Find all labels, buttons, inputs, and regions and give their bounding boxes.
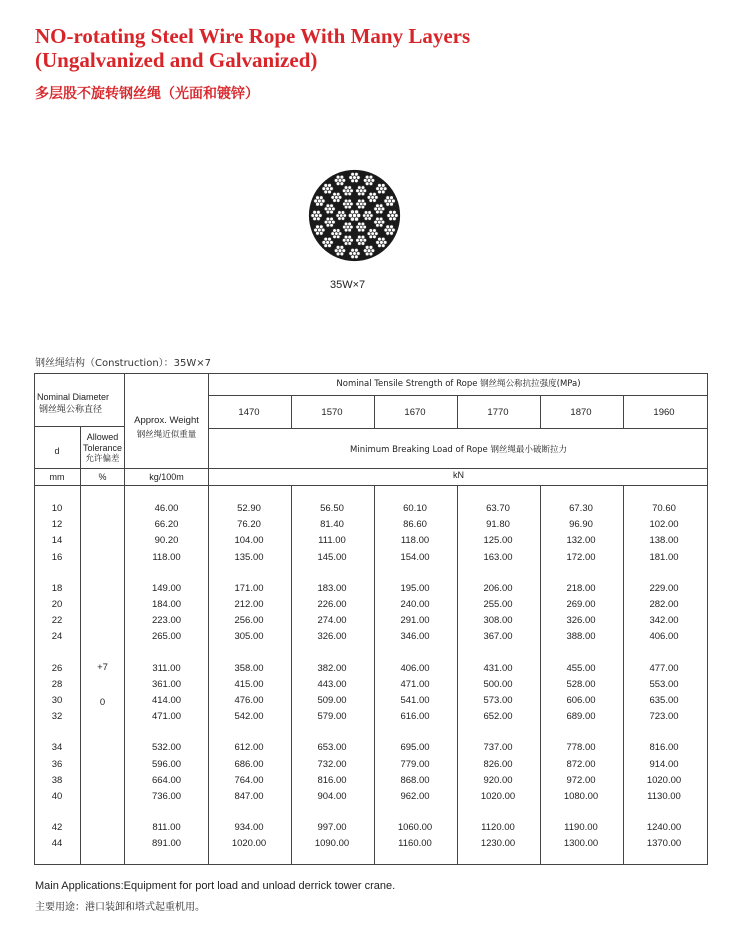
breaking-load-cell: 476.00 <box>234 695 264 706</box>
breaking-load-cell: 1060.00 <box>397 822 433 834</box>
breaking-load-cell: 920.00 <box>483 774 513 786</box>
header-nominal-diameter: Nominal Diameter <box>37 392 110 402</box>
header-d: d <box>54 446 60 456</box>
diameter-cell: 10 <box>51 503 63 514</box>
breaking-load-cell: 1080.00 <box>563 791 599 802</box>
weight-cell: 414.00 <box>151 695 182 706</box>
diameter-cell: 12 <box>51 519 63 531</box>
weight-cell: 311.00 <box>152 662 181 674</box>
breaking-load-cell: 826.00 <box>483 758 513 770</box>
diameter-cell: 16 <box>51 551 63 563</box>
breaking-load-cell: 96.90 <box>569 519 593 531</box>
breaking-load-cell: 431.00 <box>483 662 513 674</box>
breaking-load-cell: 1240.00 <box>646 822 682 834</box>
breaking-load-cell: 455.00 <box>566 662 596 674</box>
breaking-load-cell: 1090.00 <box>314 838 350 850</box>
breaking-load-cell: 1020.00 <box>480 791 516 802</box>
breaking-load-cell: 1300.00 <box>563 838 599 850</box>
weight-cell: 46.00 <box>154 503 179 514</box>
breaking-load-cell: 872.00 <box>566 758 596 770</box>
breaking-load-cell: 778.00 <box>566 742 596 754</box>
specification-table <box>34 373 708 865</box>
diameter-cell: 22 <box>51 615 63 627</box>
breaking-load-cell: 102.00 <box>649 519 679 531</box>
breaking-load-cell: 111.00 <box>318 535 346 547</box>
breaking-load-cell: 67.30 <box>569 503 593 514</box>
weight-cell: 811.00 <box>152 822 181 834</box>
breaking-load-cell: 612.00 <box>234 742 264 754</box>
breaking-load-cell: 56.50 <box>320 503 344 514</box>
breaking-load-cell: 154.00 <box>400 551 430 563</box>
breaking-load-cell: 471.00 <box>400 678 430 690</box>
diameter-cell: 38 <box>51 774 63 786</box>
strength-header: 1470 <box>238 407 260 418</box>
breaking-load-cell: 91.80 <box>486 519 510 531</box>
breaking-load-cell: 997.00 <box>317 822 347 834</box>
breaking-load-cell: 382.00 <box>317 662 347 674</box>
breaking-load-cell: 972.00 <box>566 774 596 786</box>
breaking-load-cell: 240.00 <box>400 599 430 610</box>
breaking-load-cell: 104.00 <box>234 535 264 547</box>
breaking-load-cell: 218.00 <box>566 582 596 594</box>
diameter-cell: 30 <box>51 695 63 706</box>
breaking-load-cell: 779.00 <box>400 758 430 770</box>
diameter-cell: 32 <box>51 711 63 723</box>
diameter-cell: 14 <box>51 535 63 547</box>
wire-rope-cross-section-image <box>307 168 402 263</box>
breaking-load-cell: 81.40 <box>320 519 344 531</box>
strength-header: 1570 <box>321 407 343 418</box>
breaking-load-cell: 138.00 <box>649 535 679 547</box>
breaking-load-cell: 195.00 <box>400 582 430 594</box>
weight-cell: 118.00 <box>152 551 181 563</box>
diameter-cell: 20 <box>51 599 63 610</box>
weight-cell: 532.00 <box>151 742 182 754</box>
diameter-cell: 42 <box>51 822 63 834</box>
breaking-load-cell: 847.00 <box>234 791 264 802</box>
breaking-load-cell: 868.00 <box>400 774 430 786</box>
breaking-load-cell: 695.00 <box>400 742 430 754</box>
figure-caption: 35W×7 <box>330 279 366 291</box>
breaking-load-cell: 737.00 <box>483 742 513 754</box>
breaking-load-cell: 635.00 <box>649 695 679 706</box>
weight-cell: 596.00 <box>151 758 182 770</box>
breaking-load-cell: 934.00 <box>234 822 264 834</box>
breaking-load-cell: 689.00 <box>566 711 596 723</box>
breaking-load-cell: 326.00 <box>317 631 347 643</box>
breaking-load-cell: 282.00 <box>649 599 679 610</box>
breaking-load-cell: 70.60 <box>652 503 676 514</box>
breaking-load-cell: 291.00 <box>400 615 430 627</box>
breaking-load-cell: 269.00 <box>566 599 596 610</box>
breaking-load-cell: 181.00 <box>649 551 679 563</box>
header-nominal-diameter-cn: 钢丝绳公称直径 <box>39 405 103 415</box>
breaking-load-cell: 723.00 <box>649 711 679 723</box>
breaking-load-cell: 274.00 <box>317 615 347 627</box>
breaking-load-cell: 132.00 <box>566 535 596 547</box>
breaking-load-cell: 1370.00 <box>646 838 682 850</box>
header-tensile-strength: Nominal Tensile Strength of Rope 钢丝绳公称抗拉强度(MPa) <box>336 379 581 389</box>
breaking-load-cell: 541.00 <box>400 695 430 706</box>
unit-mm: mm <box>49 472 65 482</box>
weight-cell: 361.00 <box>151 678 182 690</box>
header-allowed-tolerance: Allowed Tolerance <box>82 432 123 453</box>
title-line-1: NO-rotating Steel Wire Rope With Many Layers <box>35 24 471 48</box>
breaking-load-cell: 816.00 <box>317 774 347 786</box>
title-line-2: (Ungalvanized and Galvanized) <box>35 48 318 72</box>
construction-label: 钢丝绳结构（Construction）：35W×7 <box>35 358 212 369</box>
breaking-load-cell: 606.00 <box>566 695 596 706</box>
header-allowed-tolerance-cn: 允许偏差 <box>85 454 120 464</box>
breaking-load-cell: 367.00 <box>483 631 513 643</box>
breaking-load-cell: 542.00 <box>234 711 264 723</box>
strength-header: 1960 <box>653 407 675 418</box>
breaking-load-cell: 1020.00 <box>231 838 267 850</box>
breaking-load-cell: 118.00 <box>400 535 430 547</box>
breaking-load-cell: 509.00 <box>317 695 347 706</box>
breaking-load-cell: 1130.00 <box>647 791 681 802</box>
breaking-load-cell: 212.00 <box>234 599 264 610</box>
diameter-cell: 40 <box>51 791 63 802</box>
breaking-load-cell: 415.00 <box>234 678 264 690</box>
diameter-cell: 18 <box>51 582 63 594</box>
header-breaking-load: Minimum Breaking Load of Rope 钢丝绳最小破断拉力 <box>350 445 567 455</box>
breaking-load-cell: 388.00 <box>566 631 596 643</box>
weight-cell: 90.20 <box>154 535 179 547</box>
weight-cell: 265.00 <box>151 631 182 643</box>
unit-kn: kN <box>453 470 464 480</box>
breaking-load-cell: 443.00 <box>317 678 347 690</box>
breaking-load-cell: 573.00 <box>483 695 513 706</box>
breaking-load-cell: 305.00 <box>234 631 264 643</box>
weight-cell: 736.00 <box>151 791 182 802</box>
breaking-load-cell: 500.00 <box>483 678 513 690</box>
breaking-load-cell: 206.00 <box>483 582 513 594</box>
breaking-load-cell: 1230.00 <box>480 838 516 850</box>
unit-percent: % <box>98 472 107 482</box>
breaking-load-cell: 904.00 <box>317 791 347 802</box>
title-chinese: 多层股不旋转钢丝绳（光面和镀锌） <box>35 86 259 102</box>
breaking-load-cell: 962.00 <box>400 791 430 802</box>
breaking-load-cell: 255.00 <box>483 599 513 610</box>
breaking-load-cell: 145.00 <box>317 551 347 563</box>
breaking-load-cell: 358.00 <box>234 662 264 674</box>
breaking-load-cell: 135.00 <box>234 551 264 563</box>
breaking-load-cell: 1020.00 <box>646 774 682 786</box>
breaking-load-cell: 406.00 <box>400 662 430 674</box>
breaking-load-cell: 732.00 <box>317 758 347 770</box>
breaking-load-cell: 256.00 <box>234 615 264 627</box>
strength-header: 1870 <box>570 407 592 418</box>
breaking-load-cell: 60.10 <box>403 503 427 514</box>
breaking-load-cell: 346.00 <box>400 631 430 643</box>
breaking-load-cell: 1120.00 <box>481 822 515 834</box>
weight-cell: 184.00 <box>151 599 182 610</box>
unit-weight: kg/100m <box>149 472 184 482</box>
breaking-load-cell: 52.90 <box>237 503 261 514</box>
breaking-load-cell: 686.00 <box>234 758 264 770</box>
breaking-load-cell: 171.00 <box>234 582 264 594</box>
breaking-load-cell: 172.00 <box>566 551 596 563</box>
breaking-load-cell: 528.00 <box>566 678 596 690</box>
tolerance-plus: +7 <box>97 662 108 673</box>
diameter-cell: 44 <box>51 838 63 850</box>
breaking-load-cell: 76.20 <box>237 519 261 531</box>
diameter-cell: 36 <box>51 758 63 770</box>
weight-cell: 891.00 <box>151 838 182 850</box>
breaking-load-cell: 579.00 <box>317 711 347 723</box>
diameter-cell: 26 <box>51 662 63 674</box>
breaking-load-cell: 553.00 <box>649 678 679 690</box>
breaking-load-cell: 406.00 <box>649 631 679 643</box>
diameter-cell: 24 <box>51 631 63 643</box>
weight-cell: 149.00 <box>151 582 182 594</box>
weight-cell: 223.00 <box>151 615 182 627</box>
breaking-load-cell: 226.00 <box>317 599 347 610</box>
breaking-load-cell: 342.00 <box>649 615 679 627</box>
weight-cell: 471.00 <box>151 711 182 723</box>
breaking-load-cell: 63.70 <box>486 503 510 514</box>
breaking-load-cell: 914.00 <box>649 758 679 770</box>
strength-header: 1670 <box>404 407 426 418</box>
breaking-load-cell: 1160.00 <box>398 838 432 850</box>
weight-cell: 66.20 <box>154 519 179 531</box>
breaking-load-cell: 163.00 <box>483 551 513 563</box>
header-approx-weight: Approx. Weight <box>134 415 199 426</box>
breaking-load-cell: 652.00 <box>483 711 513 723</box>
main-applications-en: Main Applications:Equipment for port load and unload derrick tower crane. <box>35 880 396 892</box>
breaking-load-cell: 229.00 <box>649 582 679 594</box>
diameter-cell: 28 <box>51 678 63 690</box>
breaking-load-cell: 308.00 <box>483 615 513 627</box>
strength-header: 1770 <box>487 407 509 418</box>
header-approx-weight-cn: 钢丝绳近似重量 <box>136 430 197 440</box>
breaking-load-cell: 183.00 <box>317 582 347 594</box>
breaking-load-cell: 653.00 <box>317 742 347 754</box>
breaking-load-cell: 125.00 <box>483 535 513 547</box>
breaking-load-cell: 1190.00 <box>564 822 598 834</box>
tolerance-zero: 0 <box>99 697 106 708</box>
main-applications-cn: 主要用途：港口装卸和塔式起重机用。 <box>35 902 205 913</box>
breaking-load-cell: 477.00 <box>649 662 679 674</box>
weight-cell: 664.00 <box>151 774 182 786</box>
breaking-load-cell: 326.00 <box>566 615 596 627</box>
breaking-load-cell: 816.00 <box>649 742 679 754</box>
breaking-load-cell: 764.00 <box>234 774 264 786</box>
breaking-load-cell: 86.60 <box>403 519 427 531</box>
diameter-cell: 34 <box>51 742 63 754</box>
breaking-load-cell: 616.00 <box>400 711 430 723</box>
